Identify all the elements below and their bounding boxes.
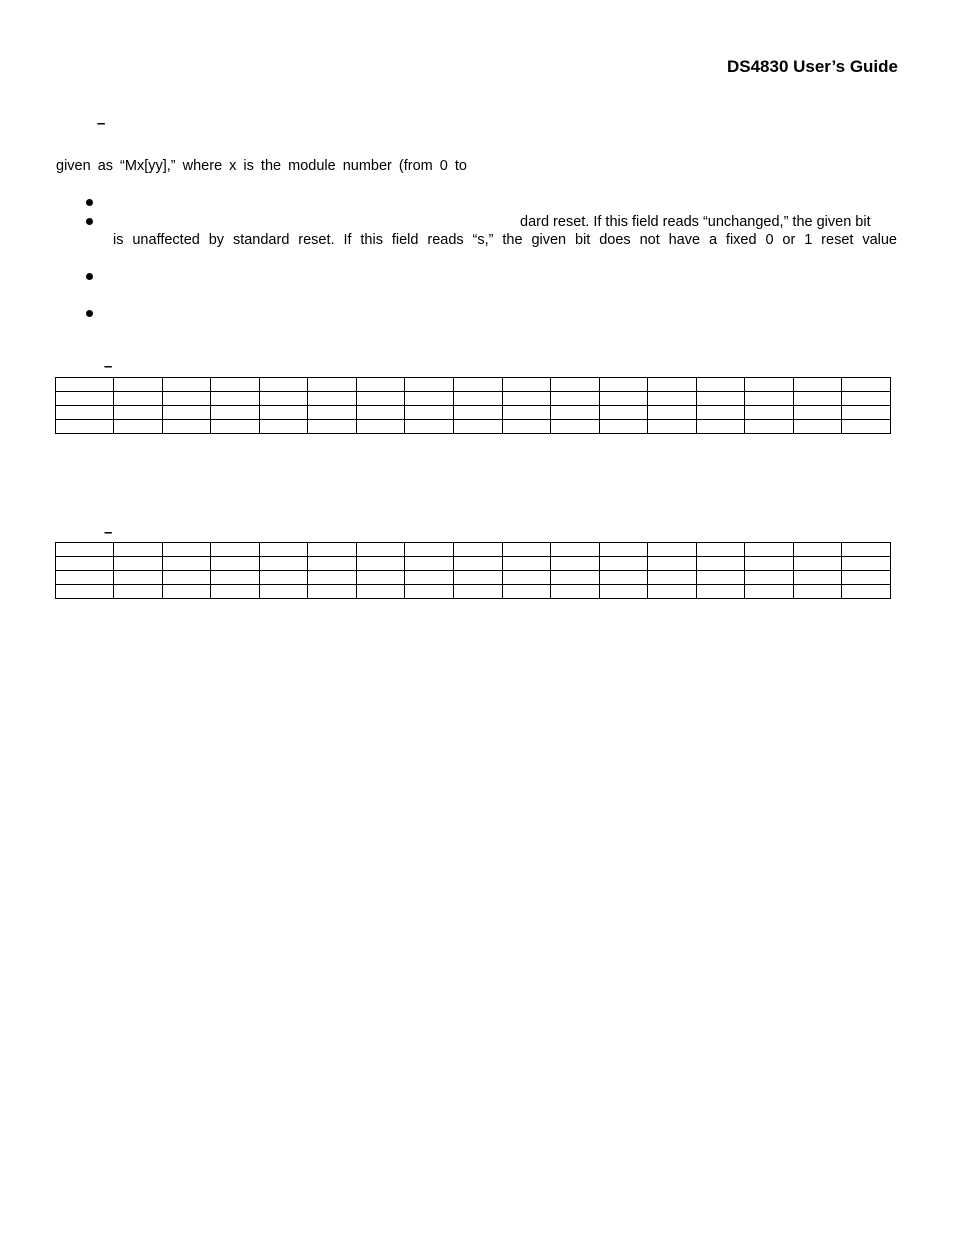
table-cell bbox=[259, 378, 308, 392]
bullet-4-icon bbox=[86, 310, 93, 317]
table-cell bbox=[648, 378, 697, 392]
table-cell bbox=[842, 420, 891, 434]
table-cell bbox=[56, 392, 114, 406]
table-cell bbox=[551, 571, 600, 585]
table-row bbox=[56, 392, 891, 406]
table-cell bbox=[211, 406, 260, 420]
table-cell bbox=[745, 543, 794, 557]
table-cell bbox=[162, 392, 211, 406]
table-cell bbox=[599, 392, 648, 406]
table-cell bbox=[502, 585, 551, 599]
register-table-2 bbox=[55, 542, 891, 599]
table-cell bbox=[453, 543, 502, 557]
table-cell bbox=[793, 392, 842, 406]
table-cell bbox=[162, 543, 211, 557]
table-cell bbox=[162, 585, 211, 599]
table-cell bbox=[696, 543, 745, 557]
table-cell bbox=[356, 571, 405, 585]
table-cell bbox=[405, 543, 454, 557]
table-cell bbox=[56, 543, 114, 557]
table-cell bbox=[745, 406, 794, 420]
table-cell bbox=[793, 543, 842, 557]
table-cell bbox=[648, 392, 697, 406]
bullet-3-icon bbox=[86, 273, 93, 280]
table-cell bbox=[211, 420, 260, 434]
table-cell bbox=[356, 543, 405, 557]
table-cell bbox=[114, 406, 163, 420]
table-cell bbox=[696, 585, 745, 599]
table-cell bbox=[162, 378, 211, 392]
table-cell bbox=[308, 557, 357, 571]
table-cell bbox=[356, 392, 405, 406]
table-cell bbox=[453, 406, 502, 420]
table-cell bbox=[745, 571, 794, 585]
table-cell bbox=[405, 585, 454, 599]
table-cell bbox=[502, 557, 551, 571]
table-row bbox=[56, 585, 891, 599]
table-cell bbox=[308, 543, 357, 557]
table-cell bbox=[745, 378, 794, 392]
table-cell bbox=[114, 585, 163, 599]
table-cell bbox=[356, 406, 405, 420]
table-row bbox=[56, 543, 891, 557]
table-cell bbox=[259, 406, 308, 420]
table-row bbox=[56, 571, 891, 585]
table-cell bbox=[162, 571, 211, 585]
table-cell bbox=[502, 378, 551, 392]
table-cell bbox=[405, 557, 454, 571]
table-row bbox=[56, 378, 891, 392]
table-cell bbox=[259, 392, 308, 406]
table-cell bbox=[405, 378, 454, 392]
table-cell bbox=[842, 392, 891, 406]
table-cell bbox=[793, 585, 842, 599]
table-cell bbox=[793, 406, 842, 420]
table-cell bbox=[453, 392, 502, 406]
table-1-caption-dash: – bbox=[104, 358, 113, 375]
table-cell bbox=[745, 585, 794, 599]
table-cell bbox=[453, 378, 502, 392]
table-cell bbox=[648, 585, 697, 599]
table-cell bbox=[599, 557, 648, 571]
table-cell bbox=[405, 392, 454, 406]
table-cell bbox=[453, 585, 502, 599]
table-cell bbox=[648, 420, 697, 434]
table-cell bbox=[551, 557, 600, 571]
table-cell bbox=[551, 406, 600, 420]
table-cell bbox=[648, 557, 697, 571]
table-cell bbox=[842, 378, 891, 392]
table-cell bbox=[502, 420, 551, 434]
table-cell bbox=[259, 571, 308, 585]
table-cell bbox=[114, 378, 163, 392]
table-cell bbox=[551, 378, 600, 392]
table-row bbox=[56, 420, 891, 434]
table-cell bbox=[793, 420, 842, 434]
table-cell bbox=[356, 378, 405, 392]
table-cell bbox=[56, 557, 114, 571]
table-cell bbox=[356, 557, 405, 571]
table-cell bbox=[793, 378, 842, 392]
table-cell bbox=[648, 543, 697, 557]
table-cell bbox=[453, 571, 502, 585]
table-cell bbox=[551, 543, 600, 557]
bullet-2-line-1: dard reset. If this field reads “unchanged,” the given bit bbox=[520, 214, 871, 230]
table-cell bbox=[648, 571, 697, 585]
bullet-1-icon bbox=[86, 199, 93, 206]
table-cell bbox=[599, 543, 648, 557]
table-cell bbox=[696, 557, 745, 571]
table-cell bbox=[793, 557, 842, 571]
table-cell bbox=[211, 392, 260, 406]
table-cell bbox=[502, 392, 551, 406]
table-cell bbox=[114, 543, 163, 557]
table-cell bbox=[842, 557, 891, 571]
table-cell bbox=[453, 420, 502, 434]
table-cell bbox=[405, 406, 454, 420]
table-cell bbox=[56, 406, 114, 420]
table-cell bbox=[308, 571, 357, 585]
table-cell bbox=[842, 571, 891, 585]
table-cell bbox=[551, 585, 600, 599]
table-cell bbox=[114, 392, 163, 406]
table-cell bbox=[259, 585, 308, 599]
table-cell bbox=[599, 378, 648, 392]
table-cell bbox=[56, 585, 114, 599]
table-cell bbox=[356, 420, 405, 434]
table-cell bbox=[696, 406, 745, 420]
table-cell bbox=[405, 420, 454, 434]
table-row bbox=[56, 557, 891, 571]
table-cell bbox=[211, 571, 260, 585]
table-cell bbox=[842, 406, 891, 420]
document-header-title: DS4830 User’s Guide bbox=[726, 57, 898, 76]
bullet-2-icon bbox=[86, 218, 93, 225]
table-cell bbox=[56, 420, 114, 434]
table-cell bbox=[114, 420, 163, 434]
table-cell bbox=[502, 571, 551, 585]
table-cell bbox=[405, 571, 454, 585]
table-cell bbox=[551, 392, 600, 406]
table-cell bbox=[162, 406, 211, 420]
table-cell bbox=[696, 571, 745, 585]
table-cell bbox=[551, 420, 600, 434]
table-cell bbox=[114, 557, 163, 571]
table-cell bbox=[211, 543, 260, 557]
table-cell bbox=[696, 420, 745, 434]
table-cell bbox=[842, 585, 891, 599]
intro-paragraph: given as “Mx[yy],” where x is the module number (from 0 to bbox=[56, 158, 467, 174]
table-cell bbox=[745, 392, 794, 406]
table-cell bbox=[259, 557, 308, 571]
table-cell bbox=[211, 557, 260, 571]
table-row bbox=[56, 406, 891, 420]
table-cell bbox=[308, 585, 357, 599]
table-cell bbox=[114, 571, 163, 585]
table-cell bbox=[308, 392, 357, 406]
table-cell bbox=[162, 420, 211, 434]
table-cell bbox=[599, 585, 648, 599]
table-cell bbox=[453, 557, 502, 571]
table-cell bbox=[259, 420, 308, 434]
table-cell bbox=[793, 571, 842, 585]
table-2-caption-dash: – bbox=[104, 524, 113, 541]
table-cell bbox=[356, 585, 405, 599]
table-cell bbox=[745, 557, 794, 571]
table-cell bbox=[308, 378, 357, 392]
table-cell bbox=[502, 406, 551, 420]
table-cell bbox=[162, 557, 211, 571]
table-cell bbox=[599, 420, 648, 434]
table-cell bbox=[599, 406, 648, 420]
table-cell bbox=[696, 378, 745, 392]
section-heading-dash: – bbox=[97, 115, 106, 132]
table-cell bbox=[648, 406, 697, 420]
register-table-1 bbox=[55, 377, 891, 434]
table-cell bbox=[745, 420, 794, 434]
bullet-2-line-2: is unaffected by standard reset. If this field reads “s,” the given bit does not have a fixed 0 or 1 reset value bbox=[113, 232, 897, 248]
table-cell bbox=[259, 543, 308, 557]
table-cell bbox=[842, 543, 891, 557]
table-cell bbox=[308, 420, 357, 434]
table-cell bbox=[56, 571, 114, 585]
table-cell bbox=[502, 543, 551, 557]
table-cell bbox=[211, 378, 260, 392]
table-cell bbox=[56, 378, 114, 392]
table-cell bbox=[599, 571, 648, 585]
table-cell bbox=[696, 392, 745, 406]
table-cell bbox=[308, 406, 357, 420]
table-cell bbox=[211, 585, 260, 599]
